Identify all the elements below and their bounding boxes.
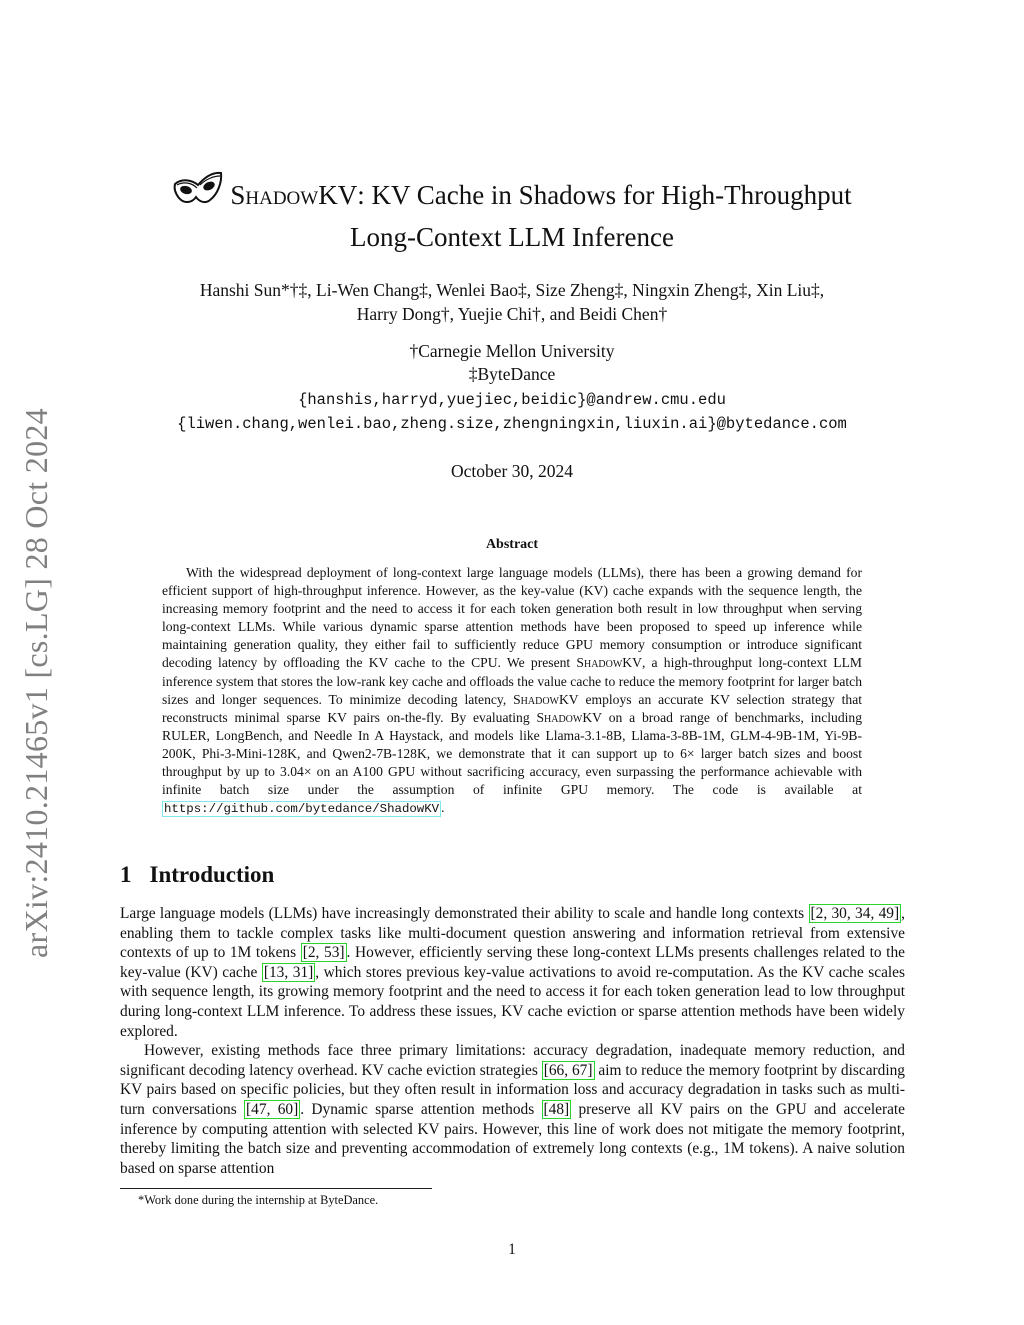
abstract-system-name: ShadowKV bbox=[513, 691, 579, 707]
affiliation-cmu: †Carnegie Mellon University bbox=[409, 341, 615, 361]
intro-paragraph-1: Large language models (LLMs) have increasingly demonstrated their ability to scale and handle long contexts [2, 30, 34, 49] , enabling them to tackle complex tasks like multi-document question answering and information retrieval from extensive contexts of up to 1M tokens [2, 53] . However, efficiently serving these long-context LLMs presents challenges related to the key-value (KV) cache [13, 31] , which stores previous key-value activations to avoid re-computation. As the KV cache scales with sequence length, its growing memory footprint and the need to access it for each token generation lead to low throughput during long-context LLM inference. To address these issues, KV cache eviction or sparse attention methods have been widely explored. bbox=[120, 905, 906, 1040]
paper-title bbox=[0, 170, 1024, 255]
affiliations bbox=[0, 340, 1024, 386]
intro-paragraph-2: However, existing methods face three primary limitations: accuracy degradation, inadequate memory reduction, and significant decoding latency overhead. KV cache eviction strategies [66, 67] aim to reduce the memory footprint by discarding KV pairs based on specific policies, but they often result in information loss and accuracy degradation in tasks such as multi-turn conversations [47, 60] . Dynamic sparse attention methods [48] preserve all KV pairs on the GPU and accelerate inference by computing attention with selected KV pairs. However, this line of work does not mitigate the memory footprint, thereby limiting the batch size and preventing accommodation of extremely long contexts (e.g., 1M tokens). A naive solution based on sparse attention bbox=[120, 1042, 906, 1177]
abstract-text: With the widespread deployment of long-context large language models (LLMs), there has been a growing demand for efficient support of high-throughput inference. However, as the key-value (KV) cache expands with the sequence length, the increasing memory footprint and the need to access it for each token generation both result in low throughput when serving long-context LLMs. While various dynamic sparse attention methods have been proposed to speed up inference while maintaining generation quality, they either fail to sufficiently reduce GPU memory consumption or introduce significant decoding latency by offloading the KV cache to the CPU. We present bbox=[162, 565, 862, 671]
citation-link[interactable]: [66, 67] bbox=[543, 1061, 593, 1079]
page-number: 1 bbox=[508, 1241, 516, 1258]
abstract-text: on a broad range of benchmarks, including RULER, LongBench, and Needle In A Haystack, and models like Llama-3.1-8B, Llama-3-8B-1M, GLM-4-9B-1M, Yi-9B-200K, Phi-3-Mini-128K, and Qwen2-7B-128K, we demonstrate that it can support up to 6× larger batch sizes and boost throughput by up to 3.04× on an A100 GPU without sacrificing accuracy, even surpassing the performance achievable with infinite batch size under the assumption of infinite GPU memory. The code is available at bbox=[162, 709, 863, 798]
mask-icon bbox=[172, 170, 224, 219]
footnote: *Work done during the internship at ByteDance. bbox=[138, 1193, 379, 1207]
abstract-text: employs an accurate KV selection strategy that reconstructs minimal sparse KV pairs on-the-fly. By evaluating bbox=[162, 691, 862, 725]
citation-link[interactable]: [2, 30, 34, 49] bbox=[810, 905, 900, 922]
citation-link[interactable]: [13, 31] bbox=[263, 963, 314, 981]
abstract-body bbox=[162, 564, 862, 818]
citation-link[interactable]: [48] bbox=[543, 1100, 570, 1118]
github-link[interactable]: https://github.com/bytedance/ShadowKV bbox=[164, 802, 440, 817]
authors bbox=[0, 278, 1024, 326]
email-line2: {liwen.chang,wenlei.bao,zheng.size,zhengningxin,liuxin.ai}@bytedance.com bbox=[177, 415, 847, 433]
intro-body bbox=[120, 904, 905, 1178]
authors-line2: Harry Dong†, Yuejie Chi†, and Beidi Chen† bbox=[356, 304, 668, 324]
section-title: Introduction bbox=[149, 862, 275, 887]
authors-line1: Hanshi Sun*†‡, Li-Wen Chang‡, Wenlei Bao‡, Size Zheng‡, Ningxin Zheng‡, Xin Liu‡, bbox=[199, 280, 825, 300]
title-line1: : KV Cache in Shadows for High-Throughput bbox=[357, 180, 852, 210]
date: October 30, 2024 bbox=[451, 461, 573, 481]
emails bbox=[0, 388, 1024, 436]
abstract-heading: Abstract bbox=[485, 537, 539, 552]
abstract-system-name: ShadowKV bbox=[536, 709, 602, 725]
abstract-text: . bbox=[441, 800, 445, 816]
title-system-name: ShadowKV bbox=[230, 180, 358, 210]
title-line2: Long-Context LLM Inference bbox=[350, 222, 674, 252]
abstract-text: , a high-throughput long-context LLM inference system that stores the low-rank key cache and offloads the value cache to reduce the memory footprint for larger batch sizes and longer sequences. To minimize decoding latency, bbox=[162, 655, 862, 707]
abstract-system-name: ShadowKV bbox=[576, 655, 642, 671]
arxiv-stamp: arXiv:2410.21465v1 [cs.LG] 28 Oct 2024 bbox=[18, 408, 54, 958]
footnote-rule bbox=[120, 1188, 432, 1189]
affiliation-bytedance: ‡ByteDance bbox=[468, 364, 556, 384]
email-line1: {hanshis,harryd,yuejiec,beidic}@andrew.cmu.edu bbox=[298, 391, 726, 409]
citation-link[interactable]: [2, 53] bbox=[302, 944, 345, 962]
section-number: 1 bbox=[120, 862, 132, 887]
citation-link[interactable]: [47, 60] bbox=[246, 1100, 299, 1118]
section-heading bbox=[120, 862, 274, 888]
